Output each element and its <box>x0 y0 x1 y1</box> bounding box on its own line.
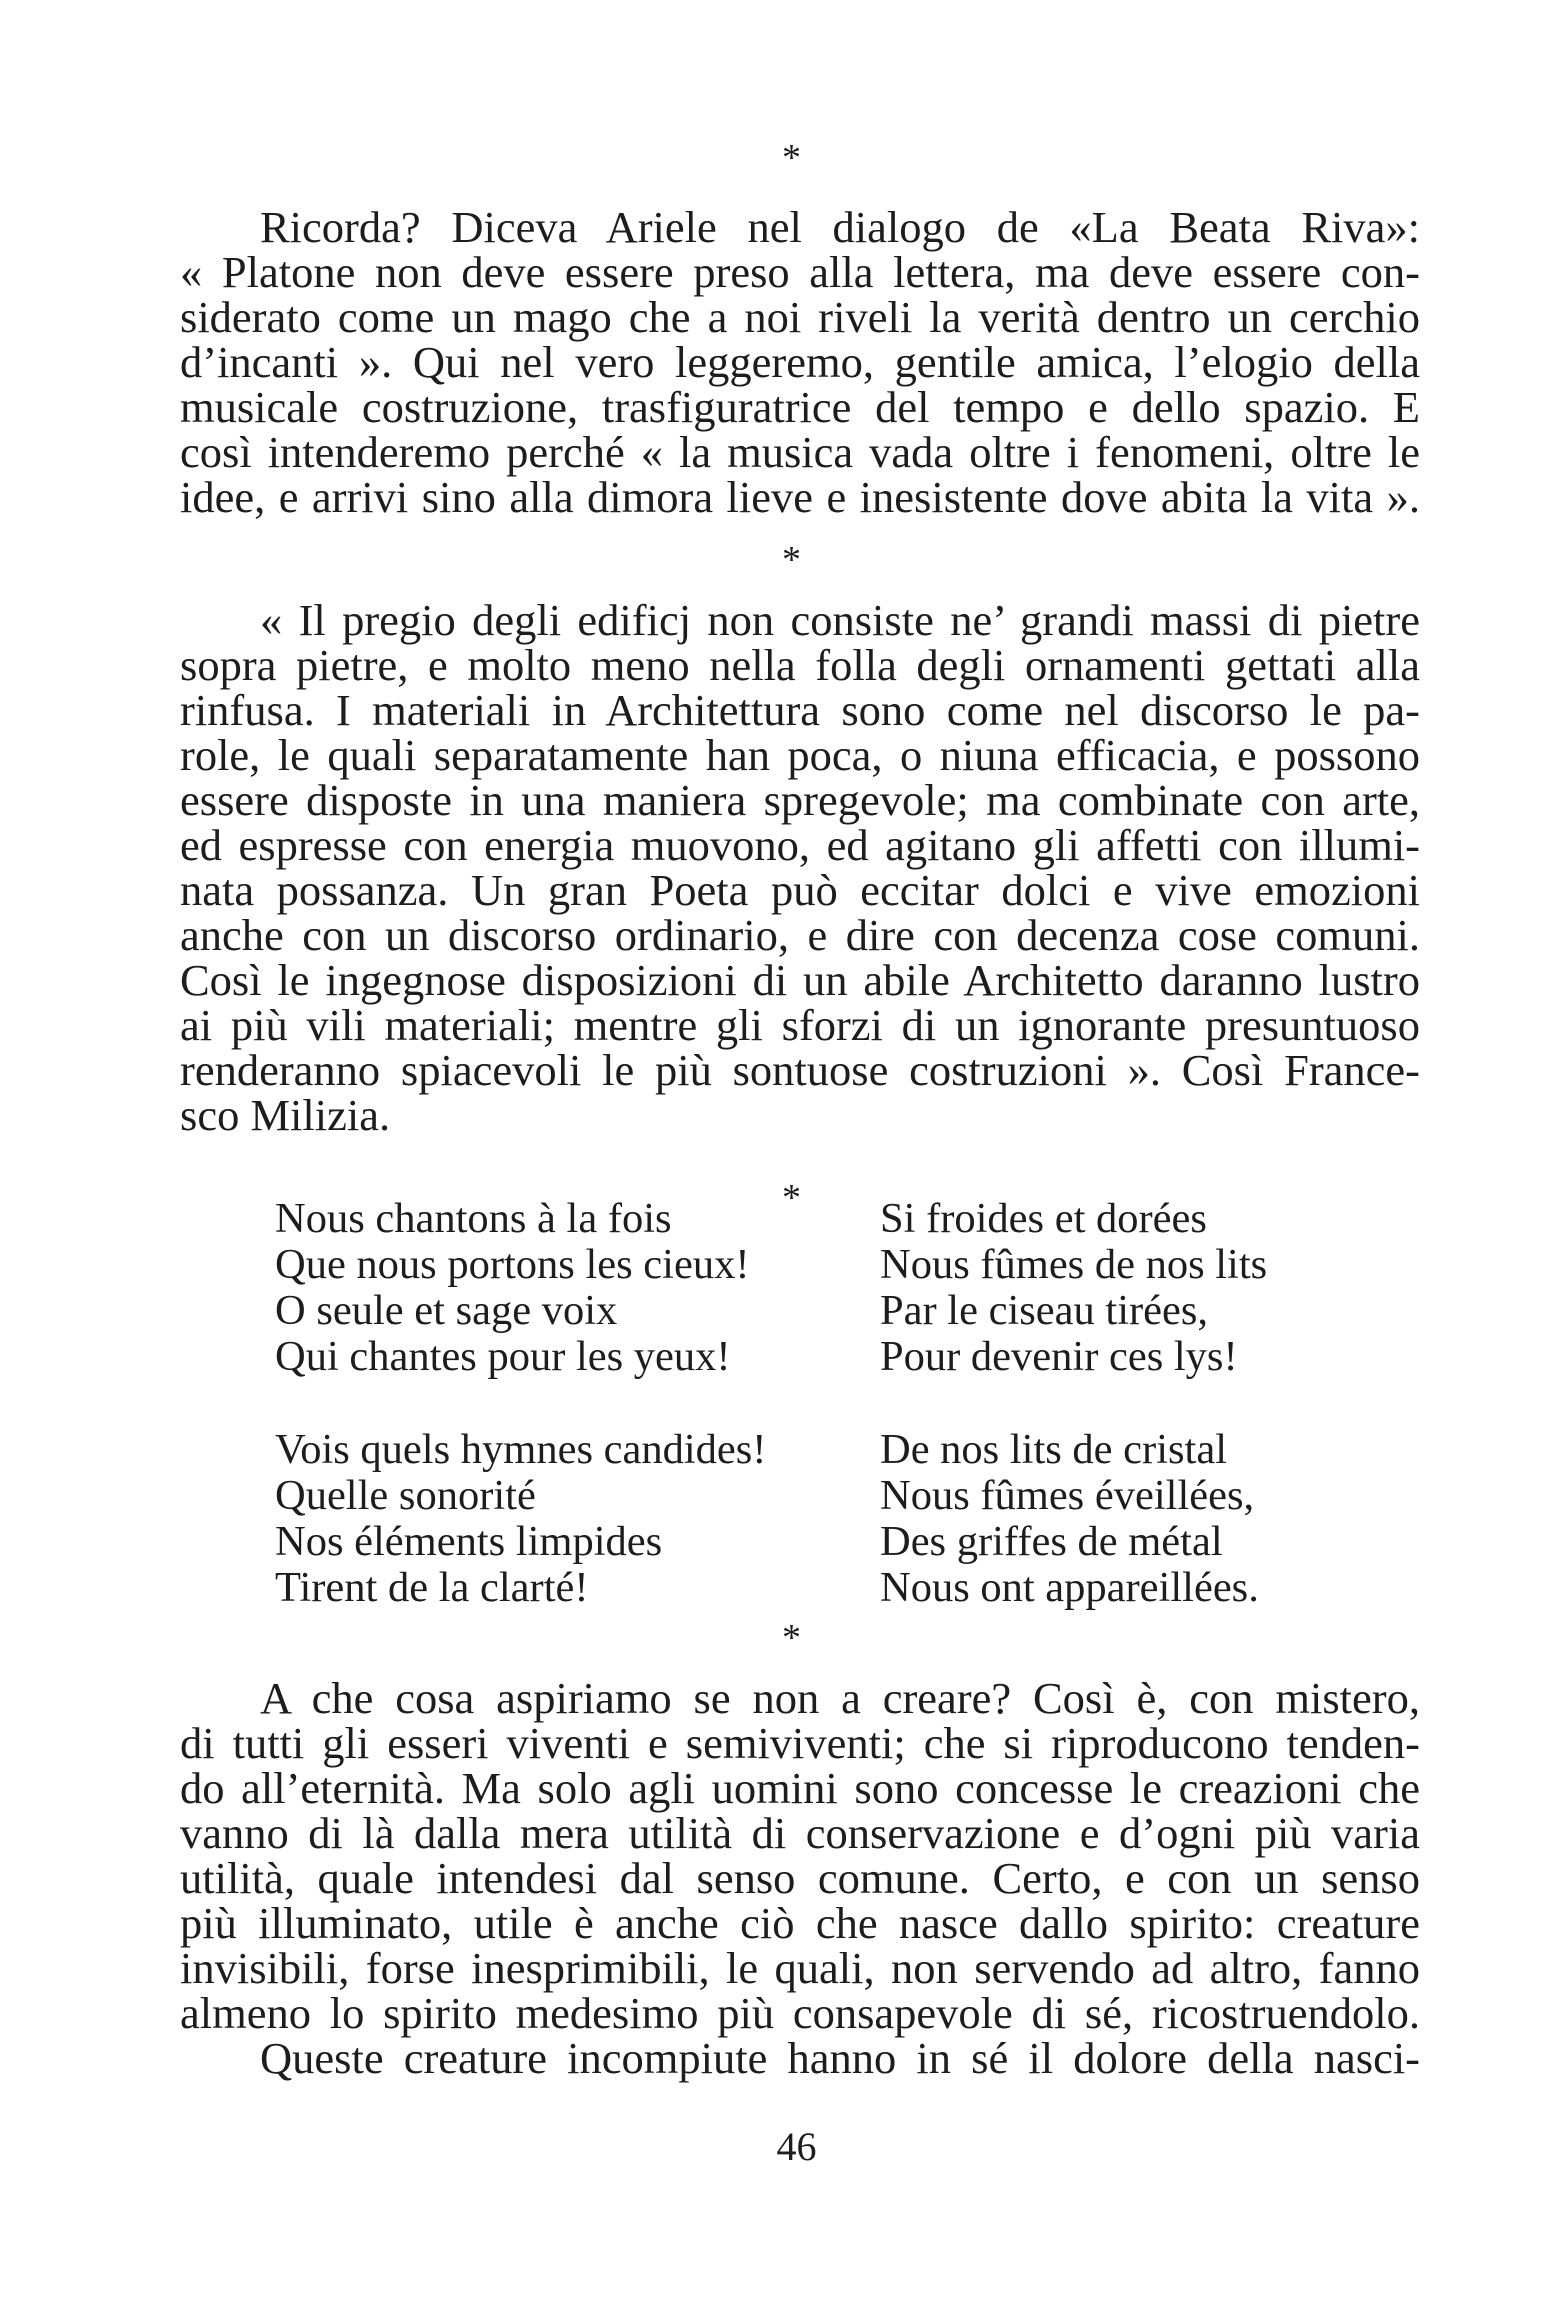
poem-line: Quelle sonorité <box>275 1472 536 1519</box>
text-line: « Il pregio degli edificj non consiste ne’ grandi massi di pietre <box>260 595 1420 645</box>
text-line: invisibili, forse inesprimibili, le quali, non servendo ad altro, fanno <box>180 1943 1420 1993</box>
poem-stanza <box>275 1196 766 1380</box>
poem-line: Tirent de la clarté! <box>275 1564 589 1611</box>
poem-line: O seule et sage voix <box>275 1287 618 1334</box>
section-separator: * <box>782 1617 801 1659</box>
text-line: Ricorda? Diceva Ariele nel dialogo de «La Beata Riva»: <box>260 202 1420 252</box>
poem-right-column <box>880 1196 1267 1611</box>
text-line: Così le ingegnose disposizioni di un abile Architetto daranno lustro <box>180 955 1420 1005</box>
text-line: anche con un discorso ordinario, e dire con decenza cose comuni. <box>180 910 1420 960</box>
poem-line: Nos éléments limpides <box>275 1518 663 1565</box>
section-separator: * <box>782 1177 801 1219</box>
poem-line: Qui chantes pour les yeux! <box>275 1333 731 1380</box>
paragraph-milizia <box>180 595 1420 1140</box>
text-line: di tutti gli esseri viventi e semiviventi; che si riproducono tenden- <box>180 1718 1420 1768</box>
text-line: essere disposte in una maniera spregevole; ma combinate con arte, <box>180 775 1420 825</box>
text-line: idee, e arrivi sino alla dimora lieve e inesistente dove abita la vita ». <box>180 472 1420 522</box>
poem-line: Par le ciseau tirées, <box>880 1287 1209 1334</box>
text-line: Queste creature incompiute hanno in sé il dolore della nasci- <box>260 2033 1420 2083</box>
poem-line: Nous fûmes de nos lits <box>880 1241 1268 1288</box>
poem-stanza <box>880 1427 1267 1611</box>
text-line: d’incanti ». Qui nel vero leggeremo, gentile amica, l’elogio della <box>180 337 1420 387</box>
text-line: rinfusa. I materiali in Architettura sono come nel discorso le pa- <box>180 685 1420 735</box>
text-line: ed espresse con energia muovono, ed agitano gli affetti con illumi- <box>180 820 1420 870</box>
section-separator: * <box>782 137 801 179</box>
text-line: do all’eternità. Ma solo agli uomini sono concesse le creazioni che <box>180 1763 1420 1813</box>
poem-line: Nous chantons à la fois <box>275 1195 672 1242</box>
paragraph-ariele <box>180 202 1420 522</box>
section-separator: * <box>782 539 801 581</box>
text-line: ai più vili materiali; mentre gli sforzi di un ignorante presuntuoso <box>180 1000 1420 1050</box>
page-number: 46 <box>776 2124 817 2169</box>
text-line: almeno lo spirito medesimo più consapevole di sé, ricostruendolo. <box>180 1988 1420 2038</box>
poem-line: De nos lits de cristal <box>880 1426 1228 1473</box>
text-line: più illuminato, utile è anche ciò che nasce dallo spirito: creature <box>180 1898 1420 1948</box>
poem-line: Que nous portons les cieux! <box>275 1241 750 1288</box>
text-line: role, le quali separatamente han poca, o niuna efficacia, e possono <box>180 730 1420 780</box>
text-line: siderato come un mago che a noi riveli la verità dentro un cerchio <box>180 292 1420 342</box>
poem-stanza <box>275 1427 766 1611</box>
text-line: « Platone non deve essere preso alla lettera, ma deve essere con- <box>180 247 1420 297</box>
poem-line: Vois quels hymnes candides! <box>275 1426 767 1473</box>
text-line: vanno di là dalla mera utilità di conservazione e d’ogni più varia <box>180 1808 1420 1858</box>
text-line: renderanno spiacevoli le più sontuose costruzioni ». Così France- <box>180 1045 1420 1095</box>
text-line: musicale costruzione, trasfiguratrice del tempo e dello spazio. E <box>180 382 1420 432</box>
paragraph-creare <box>180 1673 1420 2083</box>
poem-line: Si froides et dorées <box>880 1195 1207 1242</box>
poem-line: Des griffes de métal <box>880 1518 1223 1565</box>
poem-line: Pour devenir ces lys! <box>880 1333 1238 1380</box>
poem-left-column <box>275 1196 766 1611</box>
poem-line: Nous fûmes éveillées, <box>880 1472 1255 1519</box>
text-line: così intenderemo perché « la musica vada oltre i fenomeni, oltre le <box>180 427 1420 477</box>
text-line: utilità, quale intendesi dal senso comune. Certo, e con un senso <box>180 1853 1420 1903</box>
text-line: sopra pietre, e molto meno nella folla degli ornamenti gettati alla <box>180 640 1420 690</box>
text-line: A che cosa aspiriamo se non a creare? Così è, con mistero, <box>260 1673 1420 1723</box>
poem-stanza <box>880 1196 1267 1380</box>
poem-line: Nous ont appareillées. <box>880 1564 1259 1611</box>
text-line: nata possanza. Un gran Poeta può eccitar dolci e vive emozioni <box>180 865 1420 915</box>
text-line: sco Milizia. <box>180 1090 391 1140</box>
